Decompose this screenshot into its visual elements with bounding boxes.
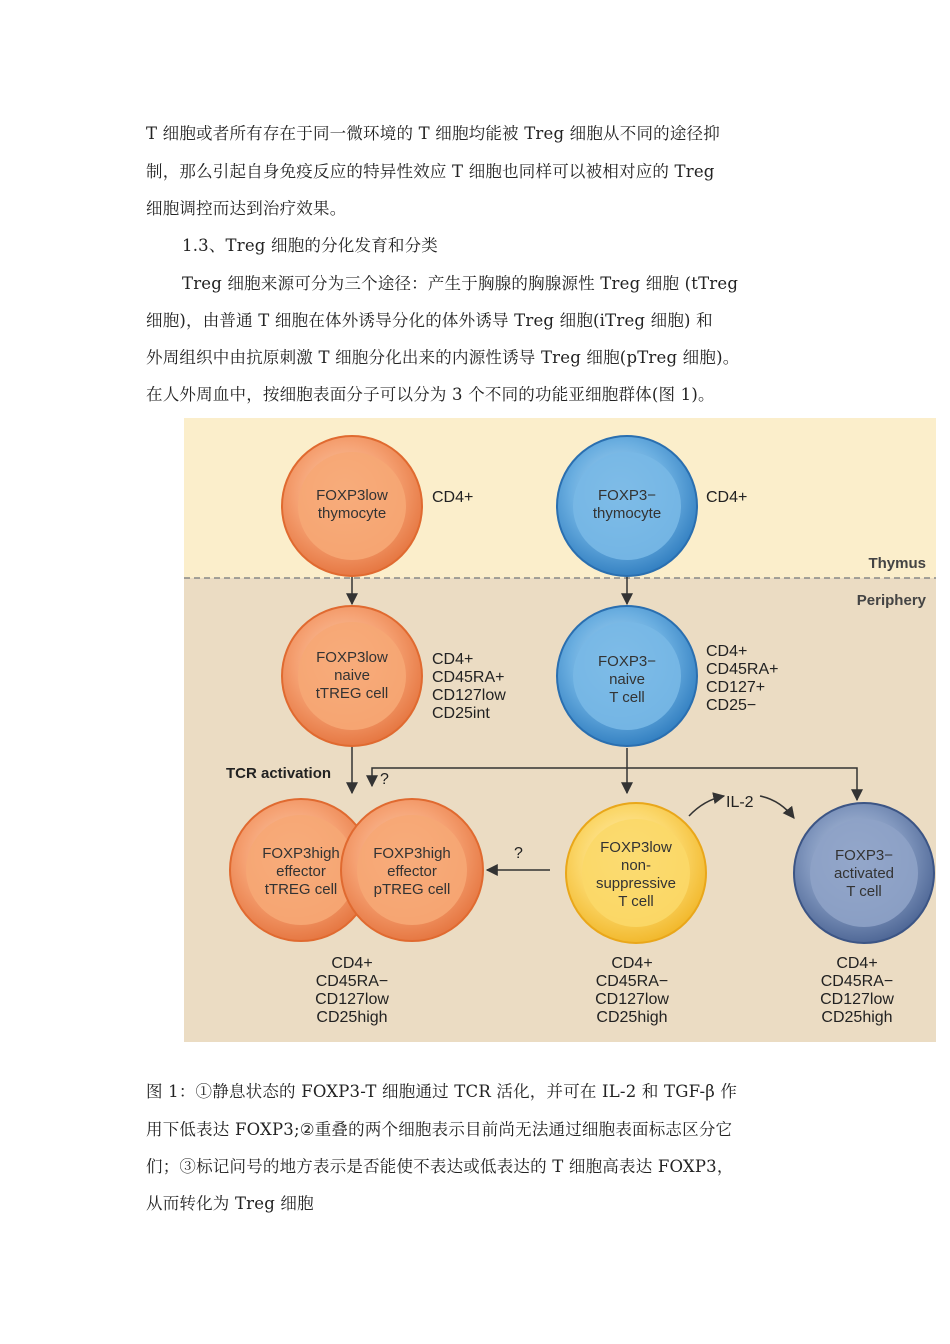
cell-label: suppressive (595, 875, 677, 892)
cell-label: tTREG cell (315, 685, 389, 702)
marker-label: CD25int (432, 705, 490, 722)
marker-label: CD4+ (331, 955, 373, 972)
paragraph-top-line: 制，那么引起自身免疫反应的特异性效应 T 细胞也同样可以被相对应的 Treg (146, 162, 715, 181)
cell-label: FOXP3low (316, 649, 388, 666)
cell-label: T cell (609, 689, 645, 706)
cell-label: FOXP3− (598, 653, 656, 670)
paragraph-top-line: 细胞调控而达到治疗效果。 (146, 199, 347, 218)
marker-label: CD25high (316, 1009, 388, 1026)
thymus-label: Thymus (868, 555, 926, 572)
cell-label: activated (833, 865, 895, 882)
paragraph-main-line: 在人外周血中，按细胞表面分子可以分为 3 个不同的功能亚细胞群体(图 1)。 (146, 385, 715, 404)
section-heading: 1.3、Treg 细胞的分化发育和分类 (182, 236, 439, 255)
marker-label: CD127low (432, 687, 506, 704)
tcr-activation-label: TCR activation (226, 765, 332, 782)
cell-label: FOXP3high (373, 845, 451, 862)
marker-label: CD127+ (706, 679, 766, 696)
cell-label: pTREG cell (373, 881, 451, 898)
cell-label: FOXP3low (600, 839, 672, 856)
marker-label: CD45RA− (820, 973, 894, 990)
cell-label: FOXP3− (835, 847, 893, 864)
figure-caption-line: 用下低表达 FOXP3;②重叠的两个细胞表示目前尚无法通过细胞表面标志区分它 (146, 1120, 733, 1139)
question-mark-top: ? (380, 771, 389, 788)
marker-label: CD45RA− (315, 973, 389, 990)
paragraph-main-line: 外周组织中由抗原刺激 T 细胞分化出来的内源性诱导 Treg 细胞(pTreg 细胞)。 (146, 348, 740, 367)
cell-label: tTREG cell (264, 881, 338, 898)
treg-differentiation-figure (184, 418, 936, 1042)
marker-label: CD127low (820, 991, 894, 1008)
cell-label: naive (334, 667, 370, 684)
cell-label: naive (609, 671, 645, 688)
marker-label: CD4+ (706, 643, 748, 660)
marker-label: CD4+ (611, 955, 653, 972)
marker-label: CD127low (595, 991, 669, 1008)
cell-label: thymocyte (317, 505, 387, 522)
cell-label: T cell (618, 893, 654, 910)
marker-label: CD25− (706, 697, 757, 714)
cell-label: FOXP3high (262, 845, 340, 862)
il2-label: IL-2 (726, 794, 754, 811)
marker-label: CD4+ (836, 955, 878, 972)
marker-label: CD45RA+ (706, 661, 779, 678)
cell-label: non- (620, 857, 652, 874)
marker-label: CD127low (315, 991, 389, 1008)
paragraph-main-line: 细胞)，由普通 T 细胞在体外诱导分化的体外诱导 Treg 细胞(iTreg 细胞) 和 (146, 311, 713, 330)
figure-caption-line: 们；③标记问号的地方表示是否能使不表达或低表达的 T 细胞高表达 FOXP3， (146, 1157, 734, 1176)
cell-label: T cell (846, 883, 882, 900)
cell-label: effector (387, 863, 437, 880)
paragraph-main-line: Treg 细胞来源可分为三个途径：产生于胸腺的胸腺源性 Treg 细胞 (tTreg (182, 274, 739, 293)
marker-label: CD45RA+ (432, 669, 505, 686)
marker-label: CD4+ (706, 489, 748, 506)
cell-label: thymocyte (592, 505, 662, 522)
marker-label: CD4+ (432, 651, 474, 668)
marker-label: CD25high (596, 1009, 668, 1026)
figure-caption-line: 图 1：①静息状态的 FOXP3-T 细胞通过 TCR 活化，并可在 IL-2 和 TGF-β 作 (146, 1082, 738, 1101)
cell-label: effector (276, 863, 326, 880)
marker-label: CD25high (821, 1009, 893, 1026)
marker-label: CD45RA− (595, 973, 669, 990)
periphery-label: Periphery (856, 592, 926, 609)
marker-label: CD4+ (432, 489, 474, 506)
cell-label: FOXP3low (316, 487, 388, 504)
figure-caption-line: 从而转化为 Treg 细胞 (146, 1194, 314, 1213)
paragraph-top-line: T 细胞或者所有存在于同一微环境的 T 细胞均能被 Treg 细胞从不同的途径抑 (146, 124, 720, 143)
cell-label: FOXP3− (598, 487, 656, 504)
question-mark-middle: ? (514, 845, 523, 862)
